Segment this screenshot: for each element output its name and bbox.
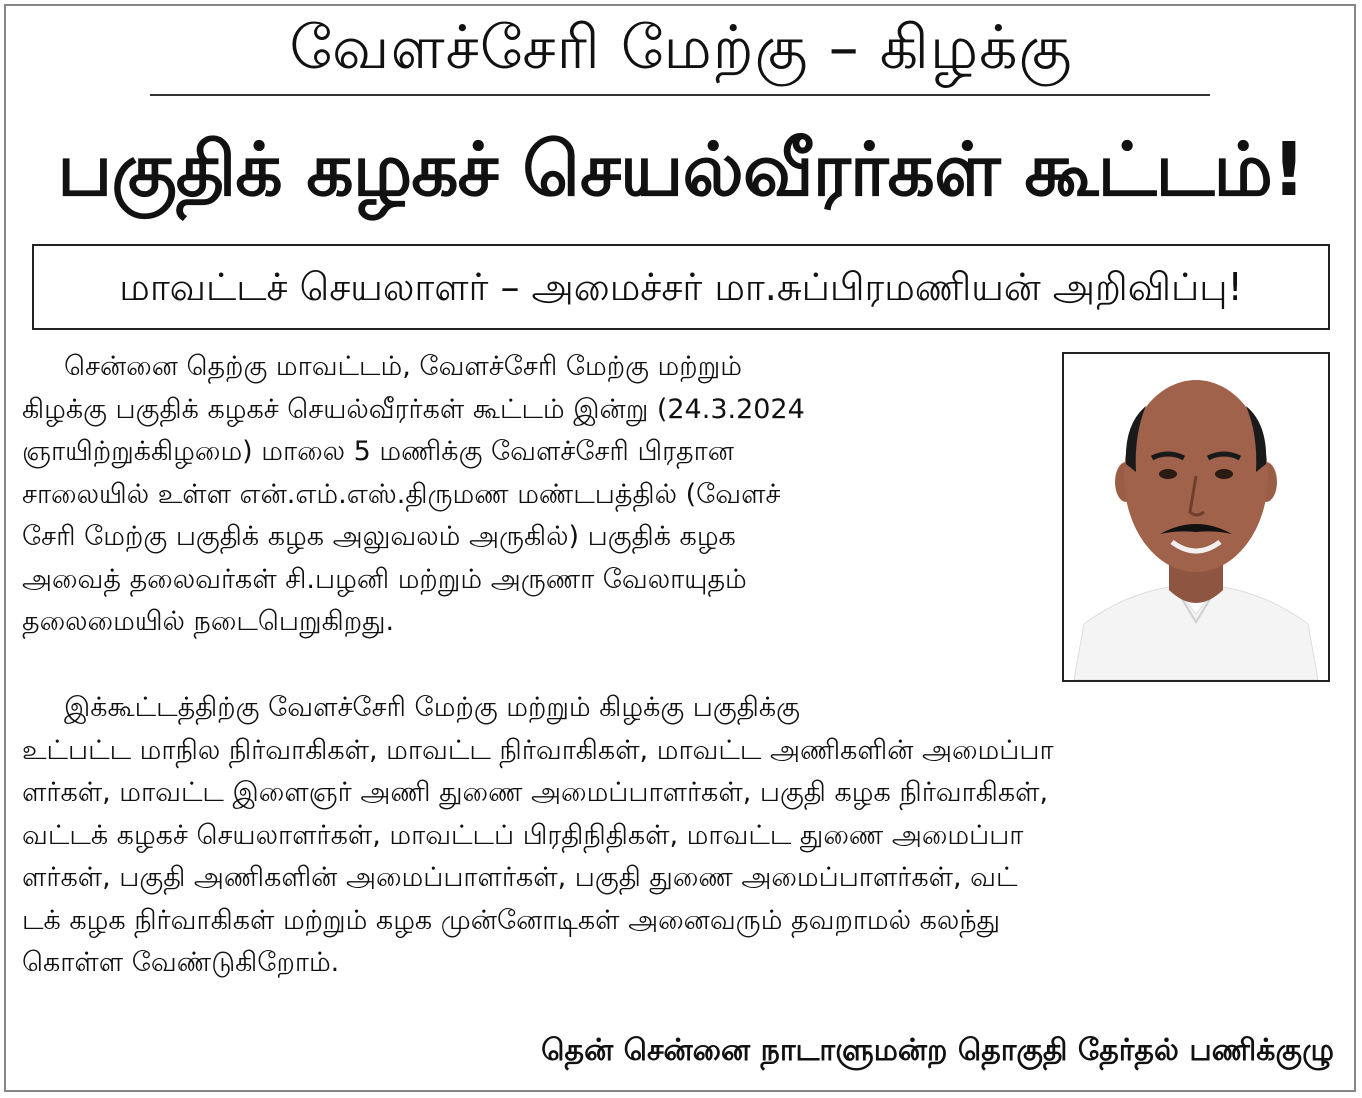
paragraph1-line: அவைத் தலைவர்கள் சி.பழனி மற்றும் அருணா வேலாயுதம் — [22, 564, 747, 595]
paragraph1-line: தலைமையில் நடைபெறுகிறது. — [22, 606, 395, 637]
headline-main: பகுதிக் கழகச் செயல்வீரர்கள் கூட்டம்! — [57, 127, 1305, 213]
portrait-illustration — [1064, 354, 1328, 680]
paragraph1-line: சேரி மேற்கு பகுதிக் கழக அலுவலம் அருகில்) பகுதிக் கழக — [22, 521, 736, 552]
paragraph2-line: டக் கழக நிர்வாகிகள் மற்றும் கழக முன்னோடிகள் அனைவரும் தவறாமல் கலந்து — [22, 905, 1001, 936]
minister-photo — [1062, 352, 1330, 682]
paragraph2-line: ளர்கள், பகுதி அணிகளின் அமைப்பாளர்கள், பகுதி துணை அமைப்பாளர்கள், வட் — [22, 862, 1018, 893]
paragraph1-line: ஞாயிற்றுக்கிழமை) மாலை 5 மணிக்கு வேளச்சேரி பிரதான — [22, 436, 734, 467]
paragraph2-line: ளர்கள், மாவட்ட இளைஞர் அணி துணை அமைப்பாளர்கள், பகுதி கழக நிர்வாகிகள், — [22, 777, 1049, 808]
signature-committee: தென் சென்னை நாடாளுமன்ற தொகுதி தேர்தல் பணிக்குழு — [541, 1033, 1334, 1068]
headline-divider — [150, 94, 1210, 96]
announcement-subheading: மாவட்டச் செயலாளர் – அமைச்சர் மா.சுப்பிரமணியன் அறிவிப்பு! — [32, 244, 1330, 330]
paragraph1-line: சென்னை தெற்கு மாவட்டம், வேளச்சேரி மேற்கு மற்றும் — [64, 351, 742, 382]
paragraph2-line: உட்பட்ட மாநில நிர்வாகிகள், மாவட்ட நிர்வாகிகள், மாவட்ட அணிகளின் அமைப்பா — [22, 735, 1054, 766]
paragraph2-line: கொள்ள வேண்டுகிறோம். — [22, 947, 340, 978]
paragraph2-line: வட்டக் கழகச் செயலாளர்கள், மாவட்டப் பிரதிநிதிகள், மாவட்ட துணை அமைப்பா — [22, 820, 1024, 851]
paragraph1-line: சாலையில் உள்ள என்.எம்.எஸ்.திருமண மண்டபத்தில் (வேளச் — [22, 479, 781, 510]
paragraph2-line: இக்கூட்டத்திற்கு வேளச்சேரி மேற்கு மற்றும் கிழக்கு பகுதிக்கு — [64, 692, 800, 723]
headline-location: வேளச்சேரி மேற்கு – கிழக்கு — [289, 13, 1073, 83]
paragraph1-line: கிழக்கு பகுதிக் கழகச் செயல்வீரர்கள் கூட்டம் இன்று (24.3.2024 — [22, 394, 805, 425]
